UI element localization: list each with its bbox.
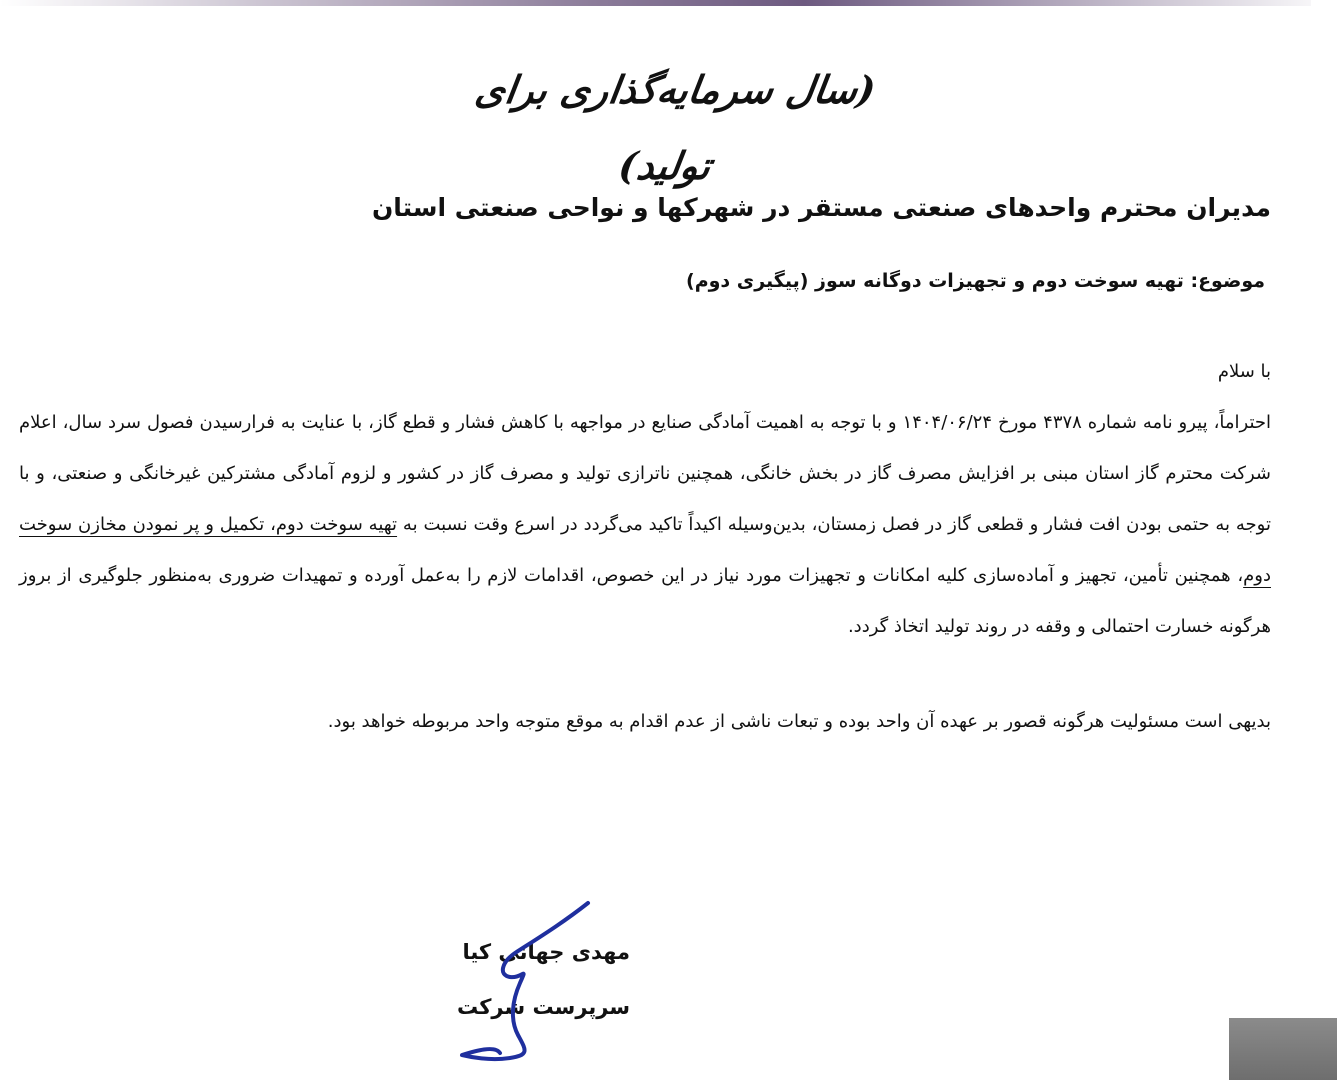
handwritten-signature <box>440 895 610 1080</box>
letter-closing: بدیهی است مسئولیت هرگونه قصور بر عهده آن واحد بوده و تبعات ناشی از عدم اقدام به موقع متوجه واحد مربوطه خواهد بود. <box>327 711 1271 732</box>
top-accent-bar <box>0 0 1341 6</box>
letter-recipient: مدیران محترم واحدهای صنعتی مستقر در شهرکها و نواحی صنعتی استان <box>371 193 1271 222</box>
top-bar-gap <box>1311 0 1341 6</box>
letter-body-underlined: تهیه سوخت دوم، تکمیل و پر نمودن مخازن سوخت دوم <box>19 514 1271 586</box>
year-motto: (سال سرمایه‌گذاری برای تولید) <box>472 67 879 188</box>
letter-greeting: با سلام <box>1217 361 1271 382</box>
letter-body <box>19 397 1271 652</box>
corner-gray-block <box>1229 1018 1337 1080</box>
signature-stroke <box>462 903 588 1059</box>
signer-title: سرپرست شرکت <box>456 995 630 1019</box>
letter-subject: موضوع: تهیه سوخت دوم و تجهیزات دوگانه سوز (پیگیری دوم) <box>686 270 1265 292</box>
letter-body-part2: ، همچنین تأمین، تجهیز و آماده‌سازی کلیه امکانات و تجهیزات مورد نیاز در این خصوص، اقدامات لازم را به‌عمل آورده و تمهیدات ضروری به‌منظور جلوگیری از بروز هرگونه خسارت احتمالی و وقفه در روند تولید اتخاذ گردد. <box>19 565 1271 637</box>
letter-body-part1: احتراماً، پیرو نامه شماره ۴۳۷۸ مورخ ۱۴۰۴/۰۶/۲۴ و با توجه به اهمیت آمادگی صنایع در مواجهه با کاهش فشار و قطع گاز، با عنایت به فرارسیدن فصول سرد سال، اعلام شرکت محترم گاز استان مبنی بر افزایش مصرف گاز در بخش خانگی، همچنین ناترازی تولید و مصرف گاز در کشور و لزوم آمادگی مشترکین غیرخانگی و صنعتی، و با توجه به حتمی بودن افت فشار و قطعی گاز در فصل زمستان، بدین‌وسیله اکیداً تاکید می‌گردد در اسرع وقت نسبت به <box>19 412 1271 535</box>
signer-name: مهدی جهانی کیا <box>462 940 630 964</box>
